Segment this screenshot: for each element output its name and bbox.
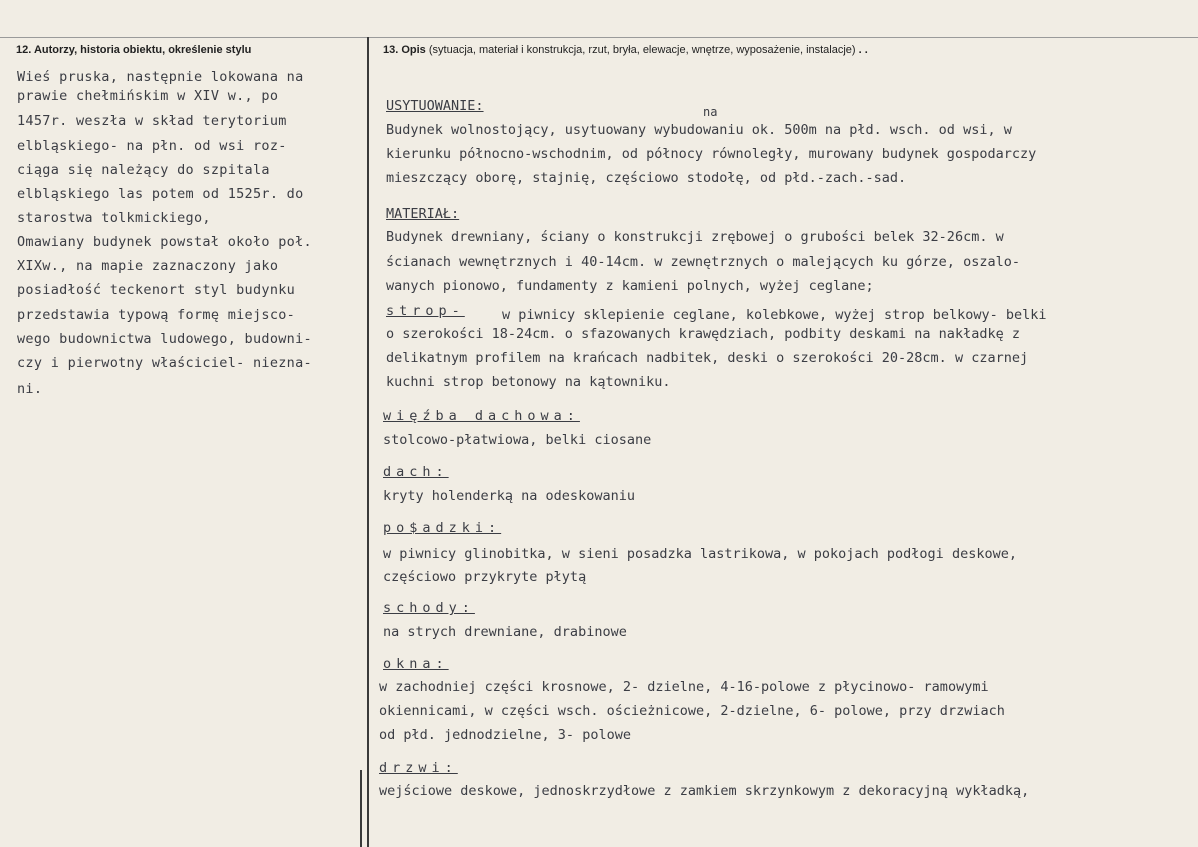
history-line: prawie chełmińskim w XIV w., po (17, 88, 279, 104)
section-label-material: MATERIAŁ: (386, 206, 460, 222)
description-line: ścianach wewnętrznych i 40-14cm. w zewnętrznych o malejących ku górze, oszalo- (386, 254, 1020, 270)
history-line: Wieś pruska, następnie lokowana na (17, 69, 304, 85)
history-line: 1457r. weszła w skład terytorium (17, 113, 287, 129)
description-line: kuchni strop betonowy na kątowniku. (386, 374, 671, 390)
description-line: kierunku północno-wschodnim, od północy równoległy, murowany budynek gospodarczy (386, 146, 1037, 162)
history-line: elbląskiego- na płn. od wsi roz- (17, 138, 287, 154)
right-heading-tail: . . (858, 44, 868, 56)
description-line: w piwnicy glinobitka, w sieni posadzka lastrikowa, w pokojach podłogi deskowe, (383, 546, 1017, 562)
history-line: Omawiany budynek powstał około poł. (17, 234, 312, 250)
description-line: delikatnym profilem na krańcach nadbitek, deski o szerokości 20-28cm. w czarnej (386, 350, 1029, 366)
history-line: ni. (17, 381, 43, 397)
section-label-strop: strop- (386, 303, 465, 319)
section-label-wiezba: więźba dachowa: (383, 408, 580, 424)
history-line: czy i pierwotny właściciel- niezna- (17, 355, 312, 371)
section-label-dach: dach: (383, 464, 449, 480)
description-line: wejściowe deskowe, jednoskrzydłowe z zamkiem skrzynkowym z dekoracyjną wykładką, (379, 783, 1030, 799)
history-line: przedstawia typową formę miejsco- (17, 307, 296, 323)
column-divider (367, 37, 369, 847)
right-heading-number: 13. Opis (383, 44, 426, 56)
column-divider-lower (360, 770, 362, 847)
history-line: posiadłość teckenort styl budynku (17, 282, 296, 298)
history-line: starostwa tolkmickiego, (17, 210, 211, 226)
handwritten-insert: na (703, 105, 718, 119)
description-line: Budynek wolnostojący, usytuowany wybudowaniu ok. 500m na płd. wsch. od wsi, w (386, 122, 1012, 138)
history-line: elbląskiego las potem od 1525r. do (17, 186, 304, 202)
top-rule (0, 37, 1198, 38)
description-line: o szerokości 18-24cm. o sfazowanych krawędziach, podbity deskami na nakładkę z (386, 326, 1020, 342)
description-line: na strych drewniane, drabinowe (383, 624, 627, 640)
description-line: częściowo przykryte płytą (383, 569, 587, 585)
section-label-okna: okna: (383, 656, 449, 672)
section-label-drzwi: drzwi: (379, 760, 458, 776)
right-heading-detail: (sytuacja, materiał i konstrukcja, rzut, bryła, elewacje, wnętrze, wyposażenie, instalacje) (428, 44, 856, 56)
description-line: mieszczący oborę, stajnię, częściowo stodołę, od płd.-zach.-sad. (386, 170, 907, 186)
description-line: w zachodniej części krosnowe, 2- dzielne, 4-16-polowe z płycinowo- ramowymi (379, 679, 989, 695)
description-line: od płd. jednodzielne, 3- polowe (379, 727, 631, 743)
left-heading: 12. Autorzy, historia obiektu, określenie stylu (16, 44, 252, 56)
history-line: XIXw., na mapie zaznaczony jako (17, 258, 279, 274)
history-line: wego budownictwa ludowego, budowni- (17, 331, 312, 347)
description-line: okiennicami, w części wsch. ościeżnicowe, 2-dzielne, 6- polowe, przy drzwiach (379, 703, 1005, 719)
section-label-usytuowanie: USYTUOWANIE: (386, 98, 484, 114)
description-line: stolcowo-płatwiowa, belki ciosane (383, 432, 652, 448)
right-heading (383, 44, 868, 56)
description-line: wanych pionowo, fundamenty z kamieni polnych, wyżej ceglane; (386, 278, 874, 294)
history-line: ciąga się należący do szpitala (17, 162, 270, 178)
section-label-schody: schody: (383, 600, 475, 616)
section-label-posadzki: po$adzki: (383, 520, 502, 536)
description-line: kryty holenderką na odeskowaniu (383, 488, 635, 504)
description-line: w piwnicy sklepienie ceglane, kolebkowe, wyżej strop belkowy- belki (502, 307, 1047, 323)
description-line: Budynek drewniany, ściany o konstrukcji zrębowej o grubości belek 32-26cm. w (386, 229, 1004, 245)
